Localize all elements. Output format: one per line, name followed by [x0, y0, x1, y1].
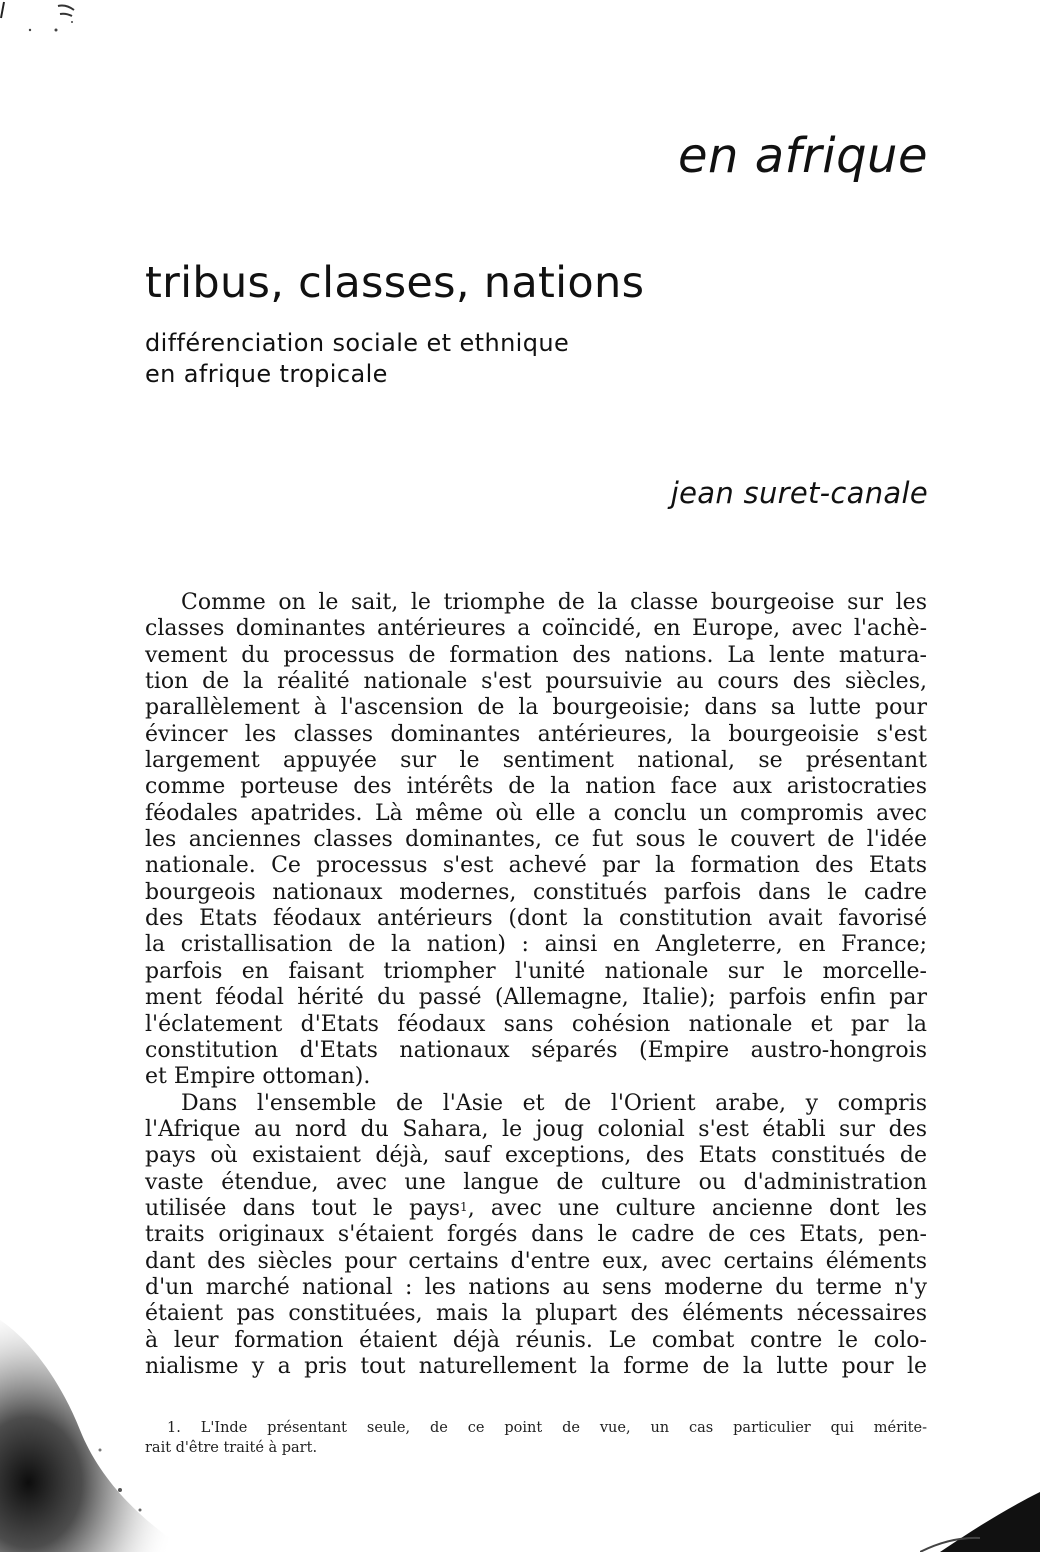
- text-line: la cristallisation de la nation) : ainsi en Angleterre, en France;: [145, 932, 927, 958]
- text-line: et Empire ottoman).: [145, 1064, 371, 1090]
- text-line: parallèlement à l'ascension de la bourgeoisie; dans sa lutte pour: [145, 695, 927, 721]
- text-line: féodales apatrides. Là même où elle a conclu un compromis avec: [145, 800, 927, 826]
- article-subtitle: [145, 328, 569, 390]
- text-line-with-footnote: [145, 1196, 927, 1222]
- text-line: étaient pas constituées, mais la plupart des éléments nécessaires: [145, 1301, 927, 1327]
- text-line: d'un marché national : les nations au sens moderne du terme n'y: [145, 1274, 927, 1300]
- footnote-line: rait d'être traité à part.: [145, 1440, 318, 1456]
- text-line: comme porteuse des intérêts de la nation face aux aristocraties: [145, 774, 927, 800]
- text-segment: utilisée dans tout le pays: [145, 1195, 461, 1221]
- text-line: évincer les classes dominantes antérieures, la bourgeoisie s'est: [145, 721, 927, 747]
- subtitle-line: en afrique tropicale: [145, 360, 388, 388]
- section-heading: en afrique: [677, 128, 928, 184]
- text-line: Dans l'ensemble de l'Asie et de l'Orient arabe, y compris: [181, 1090, 927, 1116]
- text-line: parfois en faisant triompher l'unité nationale sur le morcelle-: [145, 958, 927, 984]
- text-line: Comme on le sait, le triomphe de la classe bourgeoise sur les: [181, 590, 927, 615]
- text-line: pays où existaient déjà, sauf exceptions, des Etats constitués de: [145, 1143, 927, 1169]
- scan-corner-mark: [0, 0, 90, 40]
- text-line: les anciennes classes dominantes, ce fut sous le couvert de l'idée: [145, 827, 927, 853]
- text-line: à leur formation étaient déjà réunis. Le combat contre le colo-: [145, 1327, 927, 1353]
- article-title: tribus, classes, nations: [145, 258, 645, 308]
- text-line: l'éclatement d'Etats féodaux sans cohésion nationale et par la: [145, 1011, 927, 1037]
- text-line: largement appuyée sur le sentiment national, se présentant: [145, 748, 927, 774]
- text-line: des Etats féodaux antérieurs (dont la constitution avait favorisé: [145, 906, 927, 932]
- text-line: dant des siècles pour certains d'entre eux, avec certains éléments: [145, 1248, 927, 1274]
- footnote-reference: 1: [460, 1199, 468, 1214]
- scan-smudge-corner: [920, 1472, 1040, 1552]
- text-line: classes dominantes antérieures a coïncidé, en Europe, avec l'achè-: [145, 616, 927, 642]
- paragraph-2: [145, 1091, 927, 1381]
- text-line: constitution d'Etats nationaux séparés (Empire austro-hongrois: [145, 1037, 927, 1063]
- text-segment: , avec une culture ancienne dont les: [467, 1195, 927, 1221]
- text-line: ment féodal hérité du passé (Allemagne, Italie); parfois enfin par: [145, 985, 927, 1011]
- subtitle-line: différenciation sociale et ethnique: [145, 329, 570, 357]
- text-line: vement du processus de formation des nations. La lente matura-: [145, 642, 927, 668]
- footnote-line: 1. L'Inde présentant seule, de ce point de vue, un cas particulier qui mérite-: [167, 1420, 927, 1436]
- paragraph-1: [145, 590, 927, 1091]
- text-line: vaste étendue, avec une langue de culture ou d'administration: [145, 1169, 927, 1195]
- scan-smudge: [0, 1290, 190, 1552]
- text-line: traits originaux s'étaient forgés dans le cadre de ces Etats, pen-: [145, 1222, 927, 1248]
- text-line: nialisme y a pris tout naturellement la forme de la lutte pour le: [145, 1353, 927, 1379]
- article-body: [145, 590, 927, 1380]
- text-line: l'Afrique au nord du Sahara, le joug colonial s'est établi sur des: [145, 1116, 927, 1142]
- text-line: nationale. Ce processus s'est achevé par la formation des Etats: [145, 853, 927, 879]
- footnote: [145, 1418, 927, 1458]
- author-name: jean suret-canale: [670, 476, 928, 510]
- text-line: tion de la réalité nationale s'est poursuivie au cours des siècles,: [145, 669, 927, 695]
- text-line: bourgeois nationaux modernes, constitués parfois dans le cadre: [145, 879, 927, 905]
